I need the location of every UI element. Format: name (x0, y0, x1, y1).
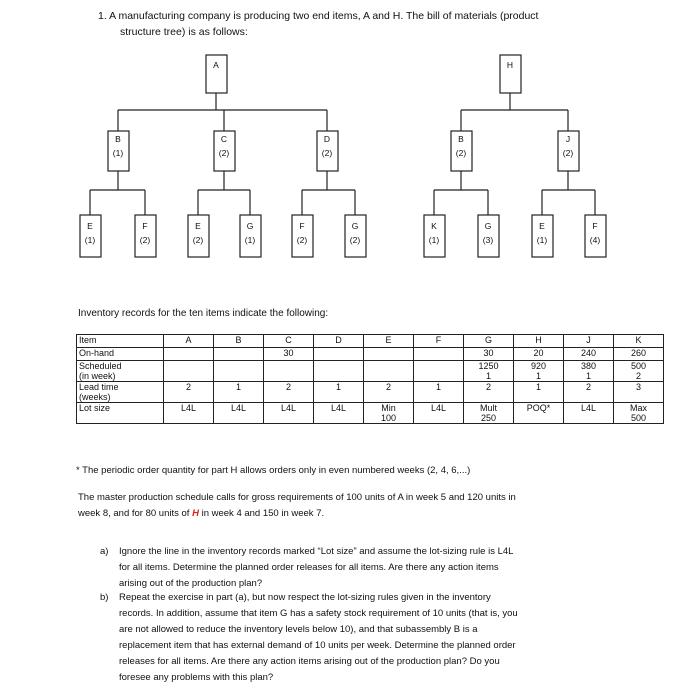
cell: 2 (364, 382, 414, 403)
cell: 380 1 (564, 361, 614, 382)
header-C: C (264, 335, 314, 348)
cell: 3 (614, 382, 664, 403)
cell: Max 500 (614, 403, 664, 424)
cell: 2 (564, 382, 614, 403)
cell: 2 (264, 382, 314, 403)
cell: POQ* (514, 403, 564, 424)
part-b-label: b) (100, 592, 109, 603)
table-header-row (77, 335, 664, 348)
part-b-line-1: Repeat the exercise in part (a), but now respect the lot-sizing rules given in the inventory (119, 592, 491, 603)
cell: 920 1 (514, 361, 564, 382)
inventory-table (76, 334, 664, 424)
cell: Min 100 (364, 403, 414, 424)
tree-qty-B1: (1) (112, 148, 124, 158)
tree-label-F2: F (299, 221, 305, 231)
part-b-line-2: records. In addition, assume that item G has a safety stock requirement of 10 units (that is, you (119, 608, 518, 619)
header-item: Item (77, 335, 164, 348)
table-row (77, 382, 664, 403)
tree-qty-E1: (1) (84, 235, 96, 245)
tree-label-C: C (220, 134, 228, 144)
inventory-intro: Inventory records for the ten items indicate the following: (78, 308, 329, 319)
cell: 1 (514, 382, 564, 403)
mps-line-1: The master production schedule calls for gross requirements of 100 units of A in week 5 and 120 units in (78, 492, 516, 503)
header-E: E (364, 335, 414, 348)
header-D: D (314, 335, 364, 348)
row-label-scheduled-1: Scheduled (79, 361, 122, 371)
tree-qty-E2: (2) (192, 235, 204, 245)
mps-line-2-pre: week 8, and for 80 units of (78, 508, 190, 519)
cell: L4L (314, 403, 364, 424)
mps-line-2-post: in week 4 and 150 in week 7. (201, 508, 325, 519)
cell: L4L (414, 403, 464, 424)
mps-item-h: H (192, 508, 199, 519)
cell: 2 (464, 382, 514, 403)
cell (214, 348, 264, 361)
row-label-lotsize: Lot size (77, 403, 164, 424)
row-label-leadtime (77, 382, 164, 403)
row-label-leadtime-2: (weeks) (79, 392, 111, 402)
tree-qty-K: (1) (428, 235, 440, 245)
tree-qty-F3: (4) (589, 235, 601, 245)
cell (364, 348, 414, 361)
header-F: F (414, 335, 464, 348)
cell: 1 (314, 382, 364, 403)
cell (364, 361, 414, 382)
tree-qty-F2: (2) (296, 235, 308, 245)
header-B: B (214, 335, 264, 348)
cell: L4L (214, 403, 264, 424)
tree-label-G3: G (484, 221, 492, 231)
header-K: K (614, 335, 664, 348)
cell (164, 361, 214, 382)
part-a-line-3: arising out of the production plan? (119, 578, 263, 589)
tree-label-F3: F (592, 221, 598, 231)
cell (414, 361, 464, 382)
cell: 20 (514, 348, 564, 361)
part-b-line-5: releases for all items. Are there any action items arising out of the production plan? Do you (119, 656, 500, 667)
question-text-1: A manufacturing company is producing two end items, A and H. The bill of materials (product (109, 10, 539, 22)
part-a-line-2: for all items. Determine the planned order releases for all items. Are there any action items (119, 562, 499, 573)
tree-label-B1: B (115, 134, 121, 144)
header-H: H (514, 335, 564, 348)
tree-qty-J: (2) (562, 148, 574, 158)
tree-qty-D: (2) (321, 148, 333, 158)
tree-label-G2: G (351, 221, 359, 231)
tree-qty-G1: (1) (244, 235, 256, 245)
row-label-leadtime-1: Lead time (79, 382, 119, 392)
cell: 240 (564, 348, 614, 361)
cell: Mult 250 (464, 403, 514, 424)
tree-label-J: J (565, 134, 571, 144)
part-b-line-4: replacement item that has external demand of 10 units per week. Determine the planned order (119, 640, 516, 651)
cell: 1250 1 (464, 361, 514, 382)
cell (314, 361, 364, 382)
row-label-scheduled-2: (in week) (79, 371, 116, 381)
header-G: G (464, 335, 514, 348)
tree-label-B2: B (458, 134, 464, 144)
table-row (77, 361, 664, 382)
cell (314, 348, 364, 361)
cell: L4L (164, 403, 214, 424)
product-structure-tree (0, 0, 677, 300)
tree-label-H: H (506, 60, 514, 70)
table-row (77, 348, 664, 361)
header-A: A (164, 335, 214, 348)
tree-label-E1: E (87, 221, 93, 231)
part-a-label: a) (100, 546, 109, 557)
tree-qty-E3: (1) (536, 235, 548, 245)
part-b-line-6: foresee any problems with this plan? (119, 672, 274, 683)
cell: 1 (414, 382, 464, 403)
part-b-line-3: are not allowed to reduce the inventory levels below 10), and that subassembly B is a (119, 624, 478, 635)
cell (414, 348, 464, 361)
cell: 500 2 (614, 361, 664, 382)
cell: L4L (564, 403, 614, 424)
row-label-scheduled (77, 361, 164, 382)
cell: 260 (614, 348, 664, 361)
cell: L4L (264, 403, 314, 424)
question-line-2: structure tree) is as follows: (120, 26, 248, 38)
part-a-line-1: Ignore the line in the inventory records marked “Lot size” and assume the lot-sizing rule is L4L (119, 546, 514, 557)
tree-label-F1: F (142, 221, 148, 231)
question-number: 1. (98, 10, 107, 22)
footnote: * The periodic order quantity for part H allows orders only in even numbered weeks (2, 4, 6,...) (76, 465, 471, 476)
cell (264, 361, 314, 382)
tree-qty-G3: (3) (482, 235, 494, 245)
cell: 1 (214, 382, 264, 403)
tree-label-D: D (323, 134, 331, 144)
cell: 30 (464, 348, 514, 361)
tree-label-K: K (431, 221, 437, 231)
cell: 30 (264, 348, 314, 361)
tree-label-G1: G (246, 221, 254, 231)
row-label-onhand: On-hand (77, 348, 164, 361)
tree-label-A: A (213, 60, 219, 70)
mps-line-2 (78, 507, 324, 521)
tree-qty-C: (2) (218, 148, 230, 158)
table-row (77, 403, 664, 424)
cell (164, 348, 214, 361)
cell: 2 (164, 382, 214, 403)
tree-qty-B2: (2) (455, 148, 467, 158)
tree-label-E2: E (195, 221, 201, 231)
tree-qty-G2: (2) (349, 235, 361, 245)
tree-label-E3: E (539, 221, 545, 231)
cell (214, 361, 264, 382)
tree-qty-F1: (2) (139, 235, 151, 245)
header-J: J (564, 335, 614, 348)
